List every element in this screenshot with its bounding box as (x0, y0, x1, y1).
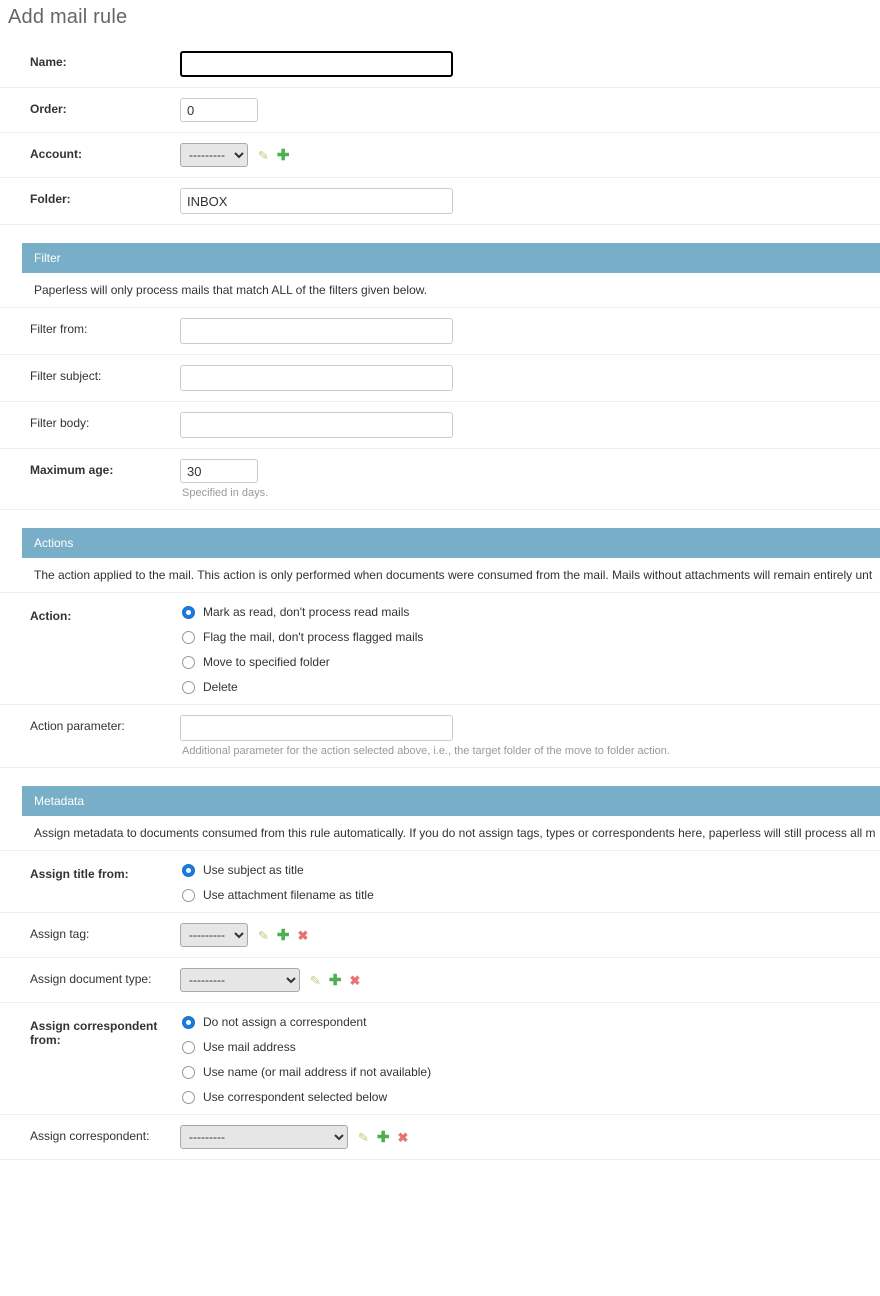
row-name (0, 41, 880, 88)
assign-title-radio-group (180, 863, 880, 902)
correspondent-option-name[interactable] (182, 1065, 880, 1079)
action-option-mark-as-read[interactable] (182, 605, 880, 619)
edit-pencil-icon[interactable]: ✎ (309, 972, 322, 988)
action-options-wrap (180, 605, 880, 694)
radio-icon[interactable] (182, 1041, 195, 1054)
row-folder (0, 178, 880, 225)
actions-description: The action applied to the mail. This action is only performed when documents were consumed from the mail. Mails without attachments will remain entirely unt (0, 558, 880, 593)
row-assign-document-type (0, 958, 880, 1003)
correspondent-option-label: Do not assign a correspondent (203, 1015, 367, 1029)
row-assign-correspondent-from (0, 1003, 880, 1115)
assign-tag-label: Assign tag: (30, 927, 90, 941)
edit-pencil-icon[interactable]: ✎ (257, 147, 270, 163)
assign-correspondent-from-radio-group (180, 1015, 880, 1104)
account-icon-group (258, 148, 289, 163)
metadata-fieldset (0, 851, 880, 1160)
row-action-parameter (0, 705, 880, 768)
filter-from-input[interactable] (180, 318, 453, 344)
assign-tag-icon-group (258, 928, 308, 943)
assign-tag-field-wrap (180, 923, 880, 947)
assign-title-option-filename[interactable] (182, 888, 880, 902)
maximum-age-input[interactable] (180, 459, 258, 483)
folder-field-wrap (180, 188, 880, 214)
action-option-flag-mail[interactable] (182, 630, 880, 644)
add-plus-icon[interactable]: ✚ (276, 146, 290, 164)
radio-icon[interactable] (182, 681, 195, 694)
filter-from-label: Filter from: (30, 322, 88, 336)
assign-document-type-field-wrap (180, 968, 880, 992)
radio-icon[interactable] (182, 1066, 195, 1079)
assign-correspondent-icon-group (358, 1130, 408, 1145)
actions-fieldset (0, 593, 880, 768)
row-account (0, 133, 880, 178)
page-title: Add mail rule (8, 6, 128, 28)
account-field-wrap (180, 143, 880, 167)
metadata-section-heading: Metadata (22, 786, 880, 816)
correspondent-option-label: Use name (or mail address if not available) (203, 1065, 432, 1079)
correspondent-option-label: Use mail address (203, 1040, 296, 1054)
order-field-wrap (180, 98, 880, 122)
delete-cross-icon[interactable]: ✖ (349, 972, 361, 988)
row-filter-from (0, 308, 880, 355)
name-field-wrap (180, 51, 880, 77)
action-parameter-help: Additional parameter for the action selected above, i.e., the target folder of the move to folder action. (182, 745, 670, 757)
radio-icon[interactable] (182, 656, 195, 669)
filter-subject-field-wrap (180, 365, 880, 391)
action-parameter-input[interactable] (180, 715, 453, 741)
radio-icon[interactable] (182, 864, 195, 877)
row-assign-title-from (0, 851, 880, 913)
row-assign-tag (0, 913, 880, 958)
action-option-delete[interactable] (182, 680, 880, 694)
correspondent-option-none[interactable] (182, 1015, 880, 1029)
maximum-age-field-wrap (180, 459, 880, 499)
correspondent-option-mail-address[interactable] (182, 1040, 880, 1054)
add-plus-icon[interactable]: ✚ (328, 971, 342, 989)
assign-tag-select[interactable] (180, 923, 248, 947)
assign-title-label: Assign title from: (30, 867, 129, 881)
add-plus-icon[interactable]: ✚ (376, 1128, 390, 1146)
row-maximum-age (0, 449, 880, 510)
metadata-description: Assign metadata to documents consumed from this rule automatically. If you do not assign tags, types or correspondents here, paperless will still process all m (0, 816, 880, 851)
filter-subject-label: Filter subject: (30, 369, 102, 383)
maximum-age-help: Specified in days. (182, 487, 269, 499)
delete-cross-icon[interactable]: ✖ (297, 927, 309, 943)
account-select[interactable] (180, 143, 248, 167)
row-filter-subject (0, 355, 880, 402)
assign-title-options-wrap (180, 863, 880, 902)
filter-body-field-wrap (180, 412, 880, 438)
assign-document-type-icon-group (310, 973, 360, 988)
filter-body-input[interactable] (180, 412, 453, 438)
order-label: Order: (30, 102, 67, 116)
name-label: Name: (30, 55, 67, 69)
action-label: Action: (30, 609, 72, 623)
action-option-label: Flag the mail, don't process flagged mails (203, 630, 424, 644)
add-plus-icon[interactable]: ✚ (276, 926, 290, 944)
assign-correspondent-from-label: Assign correspondent from: (30, 1019, 158, 1047)
delete-cross-icon[interactable]: ✖ (397, 1129, 409, 1145)
radio-icon[interactable] (182, 606, 195, 619)
radio-icon[interactable] (182, 1016, 195, 1029)
action-option-move-to-folder[interactable] (182, 655, 880, 669)
row-action (0, 593, 880, 705)
action-option-label: Mark as read, don't process read mails (203, 605, 410, 619)
name-input[interactable] (180, 51, 453, 77)
correspondent-option-label: Use correspondent selected below (203, 1090, 388, 1104)
assign-title-option-label: Use subject as title (203, 863, 304, 877)
row-assign-correspondent (0, 1115, 880, 1160)
filter-section-heading: Filter (22, 243, 880, 273)
actions-section-heading: Actions (22, 528, 880, 558)
assign-title-option-subject[interactable] (182, 863, 880, 877)
folder-input[interactable] (180, 188, 453, 214)
filter-fieldset (0, 308, 880, 510)
main-fieldset (0, 41, 880, 225)
filter-subject-input[interactable] (180, 365, 453, 391)
filter-from-field-wrap (180, 318, 880, 344)
radio-icon[interactable] (182, 889, 195, 902)
assign-document-type-label: Assign document type: (30, 972, 152, 986)
action-option-label: Move to specified folder (203, 655, 330, 669)
radio-icon[interactable] (182, 631, 195, 644)
action-parameter-label: Action parameter: (30, 719, 125, 733)
assign-correspondent-field-wrap (180, 1125, 880, 1149)
account-label: Account: (30, 147, 82, 161)
row-filter-body (0, 402, 880, 449)
assign-title-option-label: Use attachment filename as title (203, 888, 374, 902)
action-option-label: Delete (203, 680, 238, 694)
maximum-age-label: Maximum age: (30, 463, 114, 477)
action-radio-group (180, 605, 880, 694)
edit-pencil-icon[interactable]: ✎ (257, 927, 270, 943)
assign-correspondent-select[interactable] (180, 1125, 348, 1149)
folder-label: Folder: (30, 192, 71, 206)
assign-correspondent-from-options-wrap (180, 1015, 880, 1104)
edit-pencil-icon[interactable]: ✎ (357, 1129, 370, 1145)
filter-body-label: Filter body: (30, 416, 90, 430)
action-parameter-field-wrap (180, 715, 880, 757)
row-order (0, 88, 880, 133)
correspondent-option-selected-below[interactable] (182, 1090, 880, 1104)
assign-document-type-select[interactable] (180, 968, 300, 992)
radio-icon[interactable] (182, 1091, 195, 1104)
filter-description: Paperless will only process mails that match ALL of the filters given below. (0, 273, 880, 308)
assign-correspondent-label: Assign correspondent: (30, 1129, 150, 1143)
order-input[interactable] (180, 98, 258, 122)
